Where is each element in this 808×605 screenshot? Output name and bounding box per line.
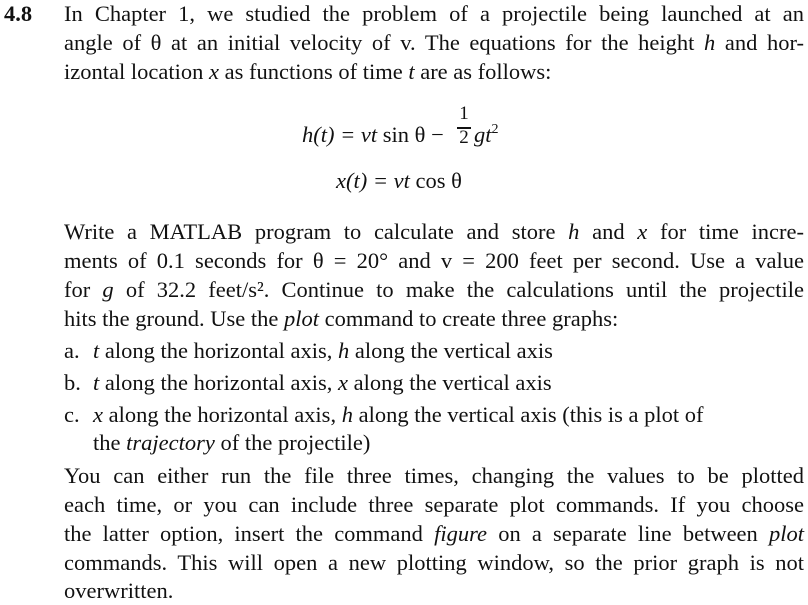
- list-label: c.: [64, 402, 80, 427]
- text-run: along the vertical axis: [347, 370, 552, 395]
- eq1-gt: gt: [474, 122, 492, 147]
- eq1-lhs: h(t) = vt: [302, 122, 378, 147]
- text-run: are as follows:: [414, 59, 552, 84]
- text-run: the: [93, 430, 127, 455]
- text-run: along the horizontal axis,: [103, 402, 342, 427]
- text-run: along the vertical axis (this is a plot of: [352, 402, 704, 427]
- closing-line-2: [64, 491, 804, 519]
- text-run: each time, or you can include three separate plot commands. If you choose: [64, 492, 804, 517]
- intro-line-1: [64, 0, 804, 28]
- body-line-2: [64, 247, 804, 275]
- list-item-c: [64, 401, 704, 429]
- list-label: a.: [64, 338, 80, 363]
- eq2-trig: cos θ: [409, 168, 462, 193]
- closing-line-3: [64, 520, 804, 548]
- text-run: for time incre-: [647, 219, 804, 244]
- text-run: and: [579, 219, 638, 244]
- intro-line-2: [64, 29, 804, 57]
- text-run: along the horizontal axis,: [99, 338, 338, 363]
- list-item-c-continued: [93, 429, 370, 457]
- var-x: x: [337, 370, 348, 395]
- term-trajectory: trajectory: [126, 430, 215, 455]
- text-run: on a separate line between: [487, 521, 769, 546]
- var-g: g: [102, 277, 114, 302]
- var-x: x: [637, 219, 648, 244]
- body-line-3: [64, 276, 804, 304]
- text-run: of the projectile): [214, 430, 371, 455]
- eq1-exponent: 2: [491, 122, 499, 137]
- text-run: along the vertical axis: [349, 338, 553, 363]
- text-run: command to create three graphs:: [318, 306, 619, 331]
- var-h: h: [337, 338, 350, 363]
- var-x: x: [208, 59, 219, 84]
- text-run: for: [64, 277, 103, 302]
- list-label: b.: [64, 370, 81, 395]
- text-run: izontal location: [64, 59, 209, 84]
- list-item-a: [64, 337, 553, 365]
- body-line-1: [64, 218, 804, 246]
- var-h: h: [341, 402, 353, 427]
- text-run: along the horizontal axis,: [99, 370, 338, 395]
- text-run: and hor-: [715, 30, 804, 55]
- var-h: h: [568, 219, 580, 244]
- var-x: x: [93, 402, 103, 427]
- var-t: t: [93, 370, 100, 395]
- var-t: t: [408, 59, 415, 84]
- list-item-b: [64, 369, 552, 397]
- superscript-2: ²: [256, 277, 264, 302]
- text-run: ments of 0.1 seconds for θ = 20° and v = 200 feet per second. Use a value: [64, 248, 804, 273]
- command-plot: plot: [768, 521, 804, 546]
- equation-horizontal: [336, 167, 462, 195]
- text-run: . Continue to make the calculations until the projectile: [263, 277, 804, 302]
- text-run: overwritten.: [64, 578, 174, 603]
- body-line-4: [64, 305, 804, 333]
- eq1-tail: [474, 121, 499, 149]
- text-run: as functions of time: [218, 59, 409, 84]
- closing-line-4: [64, 549, 804, 577]
- text-run: the latter option, insert the command: [64, 521, 435, 546]
- text-run: hits the ground. Use the: [64, 306, 284, 331]
- text-run: In Chapter 1, we studied the problem of a projectile being launched at an: [64, 1, 804, 26]
- text-run: of 32.2 feet/s: [113, 277, 257, 302]
- text-run: commands. This will open a new plotting window, so the prior graph is not: [64, 550, 804, 575]
- eq1-frac-numerator: 1: [459, 103, 469, 124]
- problem-number: 4.8: [4, 1, 33, 26]
- command-figure: figure: [434, 521, 488, 546]
- var-h: h: [704, 30, 716, 55]
- var-t: t: [93, 338, 100, 363]
- command-plot: plot: [283, 306, 319, 331]
- closing-line-1: [64, 462, 804, 490]
- eq1-frac-denominator: 2: [459, 127, 469, 148]
- equation-height: [302, 121, 444, 149]
- eq1-trig: sin θ −: [377, 122, 444, 147]
- intro-line-3: [64, 58, 804, 86]
- text-run: You can either run the file three times, changing the values to be plotted: [64, 463, 804, 488]
- closing-line-5: [64, 577, 804, 605]
- eq2-lhs: x(t) = vt: [336, 168, 410, 193]
- text-run: Write a MATLAB program to calculate and store: [64, 219, 569, 244]
- text-run: angle of θ at an initial velocity of v. The equations for the height: [64, 30, 705, 55]
